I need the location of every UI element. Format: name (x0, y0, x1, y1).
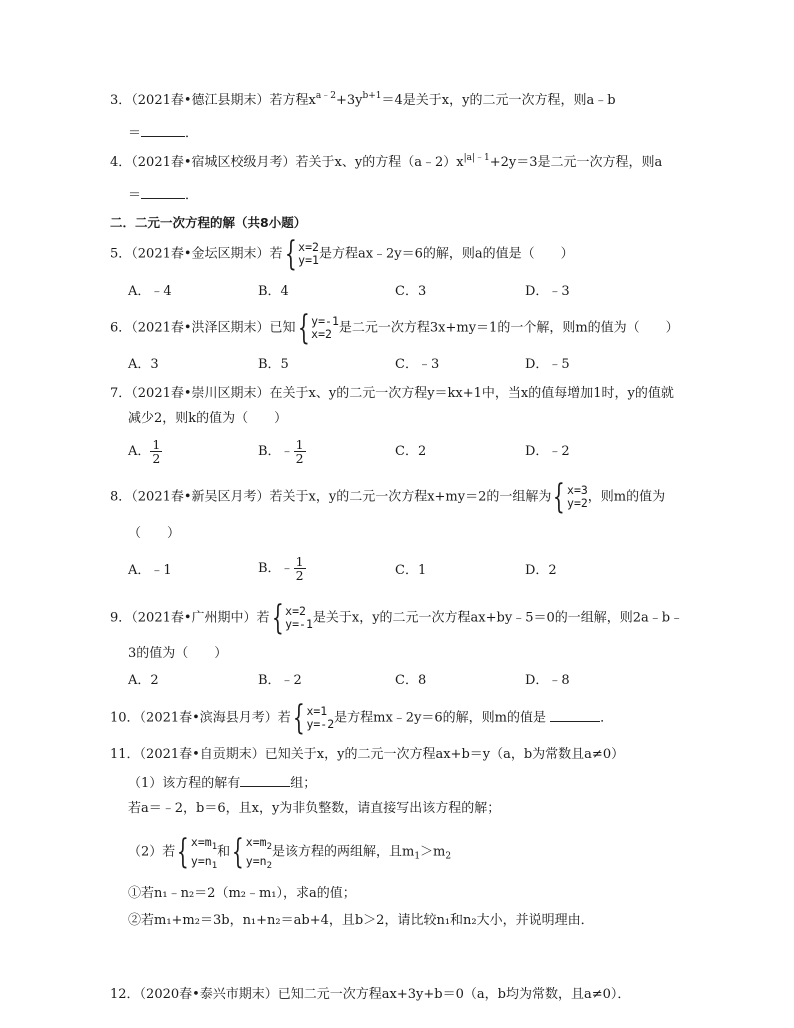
brace: { (297, 308, 310, 348)
fraction: $\frac{1}{2}$ (295, 554, 304, 583)
section-title: 二．二元一次方程的解（共8小题） (110, 215, 307, 230)
option-c[interactable]: C．﹣3 (395, 357, 440, 372)
question-5: 5．（2021春•金坛区期末）若{ x=2 y=1 是方程ax﹣2y＝6的解，则a的值是（ ） (110, 234, 574, 274)
question-11-subq2: ②若m₁+m₂＝3b，n₁+n₂＝ab+4，且b＞2，请比较n₁和n₂大小，并说明理由． (128, 913, 594, 928)
option-b[interactable]: B．5 (258, 357, 289, 372)
question-6: 6．（2021春•洪泽区期末）已知{ y=-1 x=2 是二元一次方程3x+my＝1的一个解，则m的值为（ ） (110, 308, 679, 348)
brace: { (177, 832, 190, 872)
question-3-line2: ＝ ． (128, 126, 199, 141)
option-a[interactable]: A．3 (128, 357, 159, 372)
option-c[interactable]: C．2 (395, 444, 427, 459)
question-7-line1: 7．（2021春•崇川区期末）在关于x、y的二元一次方程y＝kx+1中，当x的值每增加1时，y的值就 (110, 386, 674, 401)
question-11-part1: （1）该方程的解有 组； (128, 776, 317, 791)
option-a[interactable]: A．﹣4 (128, 284, 172, 299)
question-11-subq1: ①若n₁﹣n₂＝2（m₂﹣m₁），求a的值； (128, 886, 356, 901)
option-c[interactable]: C．3 (395, 284, 427, 299)
question-3-line1: 3．（2021春•德江县期末）若方程$x^{a﹣2}+3y^{b+1}=4$是关于x，y的二元一次方程，则a﹣b (110, 91, 616, 108)
option-d[interactable]: D．﹣5 (525, 357, 570, 372)
option-a[interactable]: A．﹣1 (128, 563, 172, 578)
option-a[interactable]: A．2 (128, 673, 159, 688)
question-11-part2: （2）若{ $x=m_1$ $y=n_1$ 和{ $x=m_2$ $y=n_2$ 是该方程的两组解，且$m_1>m_2$ (128, 832, 452, 872)
equation-system: $x=m_1$ $y=n_1$ (190, 835, 218, 871)
answer-blank[interactable] (550, 709, 600, 722)
equation-system: x=3 y=2 (567, 483, 588, 510)
brace: { (232, 832, 244, 872)
brace: { (271, 598, 284, 638)
option-b[interactable]: B．﹣ $\frac{1}{2}$ (258, 437, 304, 466)
question-8-line2: （ ） (128, 526, 181, 541)
question-11-line3: 若a＝﹣2，b＝6，且x，y为非负整数，请直接写出该方程的解； (128, 801, 501, 816)
option-b[interactable]: B．﹣ $\frac{1}{2}$ (258, 554, 304, 583)
answer-blank[interactable] (240, 774, 290, 787)
question-9-line1: 9．（2021春•广州期中）若{ x=2 y=-1 是关于x，y的二元一次方程ax+by﹣5＝0的一组解，则2a﹣b﹣ (110, 598, 684, 638)
question-4-line2: ＝ ． (128, 188, 199, 203)
fraction: $\frac{1}{2}$ (295, 437, 304, 466)
question-7-line2: 减少2，则k的值为（ ） (128, 411, 288, 426)
option-a[interactable]: A． $\frac{1}{2}$ (128, 437, 161, 466)
option-d[interactable]: D．﹣2 (525, 444, 570, 459)
question-11-line1: 11．（2021春•自贡期末）已知关于x，y的二元一次方程ax+b＝y（a，b为常数且a≠0） (110, 747, 625, 762)
option-d[interactable]: D．﹣8 (525, 673, 570, 688)
option-d[interactable]: D．2 (525, 563, 557, 578)
equation-system: $x=m_2$ $y=n_2$ (245, 835, 272, 871)
brace: { (284, 234, 297, 274)
question-9-line2: 3的值为（ ） (128, 646, 228, 661)
equation-system: x=1 y=-2 (306, 704, 335, 731)
brace: { (553, 477, 566, 517)
answer-blank[interactable] (141, 124, 185, 137)
answer-blank[interactable] (141, 186, 185, 199)
option-b[interactable]: B．4 (258, 284, 289, 299)
equation-system: x=2 y=-1 (285, 604, 313, 631)
option-c[interactable]: C．8 (395, 673, 427, 688)
option-c[interactable]: C．1 (395, 563, 427, 578)
question-8-line1: 8．（2021春•新吴区月考）若关于x，y的二元一次方程x+my＝2的一组解为{ x=3 y=2 ，则m的值为 (110, 477, 666, 517)
option-b[interactable]: B．﹣2 (258, 673, 302, 688)
fraction: $\frac{1}{2}$ (152, 437, 161, 466)
equation-system: y=-1 x=2 (311, 314, 339, 341)
question-4-line1: 4．（2021春•宿城区校级月考）若关于x、y的方程$(a﹣2)x^{|a|﹣1}+2y=3$是二元一次方程，则a (110, 153, 663, 170)
question-12-line1: 12．（2020春•泰兴市期末）已知二元一次方程ax+3y+b＝0（a，b均为常数，且a≠0）． (110, 987, 631, 1002)
brace: { (292, 698, 305, 738)
question-10: 10．（2021春•滨海县月考）若{ x=1 y=-2 是方程mx﹣2y＝6的解，则m的值是 ． (110, 698, 614, 738)
option-d[interactable]: D．﹣3 (525, 284, 570, 299)
equation-system: x=2 y=1 (298, 240, 319, 267)
